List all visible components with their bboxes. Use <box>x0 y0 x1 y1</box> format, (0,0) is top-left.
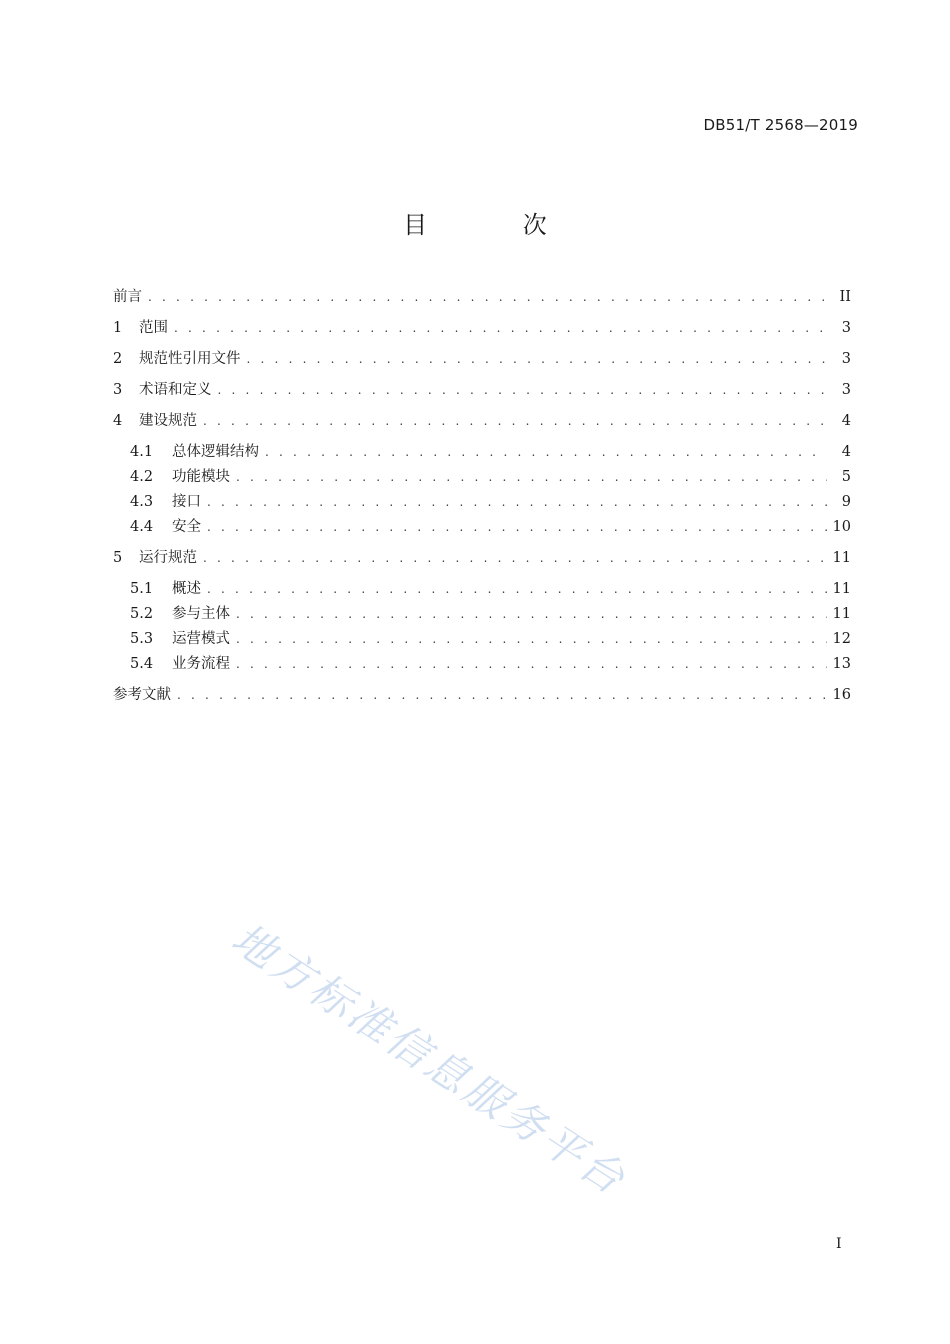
page-title: 目 次 <box>403 211 591 239</box>
toc-entry-5-2[interactable] <box>130 603 851 625</box>
toc-page: 11 <box>832 581 851 597</box>
toc-page: 3 <box>841 320 851 336</box>
toc-page: 10 <box>832 519 851 535</box>
standard-code: DB51/T 2568—2019 <box>703 116 858 134</box>
toc-page: 4 <box>841 413 851 429</box>
toc-entry-5-1[interactable] <box>130 578 851 600</box>
page-number: I <box>836 1236 842 1252</box>
toc-page: 11 <box>832 550 851 566</box>
toc-number: 2 <box>113 351 123 367</box>
toc-number: 4 <box>113 413 123 429</box>
toc-label: 业务流程 <box>172 656 230 672</box>
toc-label: 参考文献 <box>113 687 171 703</box>
toc-label: 安全 <box>172 519 201 535</box>
toc-label: 规范性引用文件 <box>139 351 241 367</box>
toc-page: 9 <box>841 494 851 510</box>
toc-label: 接口 <box>172 494 201 510</box>
toc-label: 功能模块 <box>172 469 230 485</box>
toc-number: 5.1 <box>130 581 154 597</box>
toc-leader <box>236 603 827 625</box>
toc-leader <box>203 547 827 569</box>
toc-entry-4-4[interactable] <box>130 516 851 538</box>
toc-number: 4.1 <box>130 444 154 460</box>
toc-leader <box>218 379 828 401</box>
toc-label: 术语和定义 <box>139 382 212 398</box>
toc-leader <box>203 410 827 432</box>
toc-leader <box>236 628 827 650</box>
toc-label: 参与主体 <box>172 606 230 622</box>
toc-leader <box>148 286 827 308</box>
toc-number: 4.2 <box>130 469 154 485</box>
toc-leader <box>236 653 827 675</box>
toc-number: 5.2 <box>130 606 154 622</box>
toc-entry-1[interactable] <box>113 317 851 339</box>
toc-number: 5 <box>113 550 123 566</box>
toc-entry-references[interactable] <box>113 684 851 706</box>
toc-page: II <box>839 289 851 305</box>
toc-page: 13 <box>832 656 851 672</box>
toc-page: 3 <box>841 382 851 398</box>
toc-entry-4-3[interactable] <box>130 491 851 513</box>
toc-leader <box>207 516 827 538</box>
toc-label: 总体逻辑结构 <box>172 444 259 460</box>
toc-page: 5 <box>841 469 851 485</box>
toc-leader <box>236 466 827 488</box>
toc-leader <box>265 441 827 463</box>
toc-label: 建设规范 <box>139 413 197 429</box>
toc-leader <box>247 348 828 370</box>
watermark: 地方标准信息服务平台 <box>223 913 636 1206</box>
toc-number: 4.4 <box>130 519 154 535</box>
toc-page: 12 <box>832 631 851 647</box>
toc-entry-5-4[interactable] <box>130 653 851 675</box>
toc-leader <box>207 578 827 600</box>
toc-label: 概述 <box>172 581 201 597</box>
toc-number: 3 <box>113 382 123 398</box>
toc-number: 4.3 <box>130 494 154 510</box>
toc-entry-2[interactable] <box>113 348 851 370</box>
toc-page: 4 <box>841 444 851 460</box>
toc-entry-5-3[interactable] <box>130 628 851 650</box>
toc-page: 11 <box>832 606 851 622</box>
toc-number: 5.4 <box>130 656 154 672</box>
toc-label: 范围 <box>139 320 168 336</box>
toc-entry-4[interactable] <box>113 410 851 432</box>
toc-entry-5[interactable] <box>113 547 851 569</box>
toc-page: 3 <box>841 351 851 367</box>
toc-number: 1 <box>113 320 123 336</box>
toc-entry-foreword[interactable] <box>113 286 851 308</box>
toc-page: 16 <box>832 687 851 703</box>
toc-entry-4-2[interactable] <box>130 466 851 488</box>
toc-entry-3[interactable] <box>113 379 851 401</box>
toc-label: 运行规范 <box>139 550 197 566</box>
toc-leader <box>207 491 827 513</box>
toc-number: 5.3 <box>130 631 154 647</box>
toc-label: 运营模式 <box>172 631 230 647</box>
toc-leader <box>177 684 827 706</box>
toc-label: 前言 <box>113 289 142 305</box>
toc-leader <box>174 317 827 339</box>
toc-entry-4-1[interactable] <box>130 441 851 463</box>
